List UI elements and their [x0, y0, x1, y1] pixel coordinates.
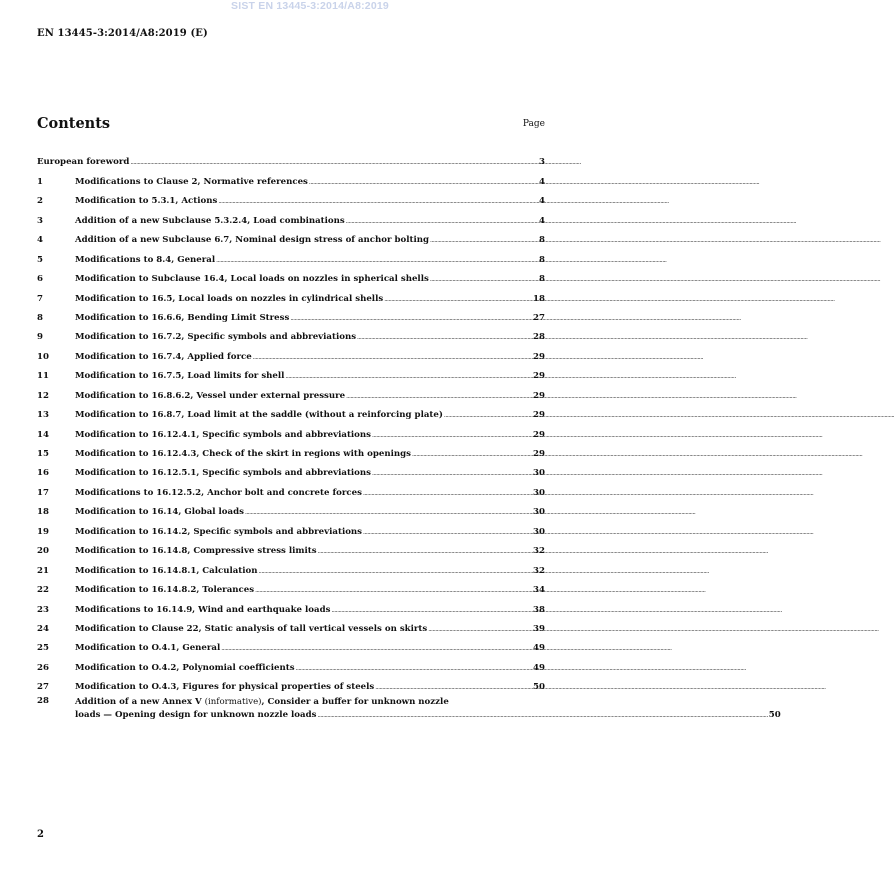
- toc-entry-number: 12: [37, 390, 49, 401]
- toc-entry-page: 49: [533, 662, 545, 673]
- toc-entry-page: 32: [533, 546, 545, 557]
- toc-entry-title: Modification to 16.12.5.1, Specific symbols and abbreviations: [75, 468, 371, 479]
- leader-dots: [346, 218, 538, 226]
- toc-entry-title: Addition of a new Subclause 6.7, Nominal design stress of anchor bolting: [75, 235, 430, 246]
- toc-entry-number: 9: [37, 332, 43, 343]
- toc-entry-19[interactable]: [37, 517, 545, 536]
- toc-entry-page: 27: [533, 312, 545, 323]
- toc-entry-17[interactable]: [37, 478, 545, 497]
- toc-entry-page: 4: [539, 196, 545, 207]
- toc-entry-number: 22: [37, 585, 49, 596]
- toc-entry-number: 25: [37, 643, 49, 654]
- toc-entry-title: Modification to 16.14.8.1, Calculation: [75, 565, 258, 576]
- leader-dots: [318, 548, 532, 556]
- toc-entry-13[interactable]: [37, 401, 545, 420]
- leader-dots: [290, 315, 532, 323]
- toc-entry-page: 49: [533, 643, 545, 654]
- leader-dots: [255, 587, 532, 595]
- toc-entry-27[interactable]: [37, 673, 545, 692]
- leader-dots: [430, 237, 538, 245]
- toc-entry-21[interactable]: [37, 556, 545, 575]
- toc-entry-7[interactable]: [37, 284, 545, 303]
- toc-entry-title-part: Addition of a new Annex V: [75, 697, 205, 708]
- watermark: SIST EN 13445-3:2014/A8:2019: [231, 0, 389, 12]
- toc-entry-8[interactable]: [37, 304, 545, 323]
- toc-entry-page: 8: [539, 274, 545, 285]
- toc-entry-24[interactable]: [37, 615, 545, 634]
- page-number: 2: [37, 829, 44, 840]
- leader-dots: [216, 257, 538, 265]
- toc-entry-23[interactable]: [37, 595, 545, 614]
- leader-dots: [384, 296, 532, 304]
- toc-entry-number: 5: [37, 254, 43, 265]
- toc-entry-title: Modification to 16.14.8.2, Tolerances: [75, 585, 255, 596]
- toc-entry-title: Modification to 16.14.2, Specific symbols and abbreviations: [75, 526, 363, 537]
- toc-entry-title: Modification to O.4.3, Figures for physical properties of steels: [75, 682, 375, 693]
- toc-entry-number: 3: [37, 215, 43, 226]
- toc-entry-number: 26: [37, 662, 49, 673]
- toc-entry-title: Modifications to 16.12.5.2, Anchor bolt and concrete forces: [75, 487, 362, 498]
- leader-dots: [372, 470, 532, 478]
- toc-entry-title: Modification to 16.12.4.1, Specific symbols and abbreviations: [75, 429, 371, 440]
- contents-title: Contents: [37, 115, 111, 132]
- toc-entry-title: Modification to 16.14.8, Compressive stress limits: [75, 546, 317, 557]
- toc-entry-title: Modification to 16.7.4, Applied force: [75, 351, 252, 362]
- toc-entry-14[interactable]: [37, 420, 545, 439]
- toc-entry-9[interactable]: [37, 323, 545, 342]
- toc-entry-10[interactable]: [37, 342, 545, 361]
- toc-entry-title: Addition of a new Subclause 5.3.2.4, Load combinations: [75, 215, 345, 226]
- toc-entry-title: Modification to 16.12.4.3, Check of the skirt in regions with openings: [75, 449, 411, 459]
- toc-entry-title: Modifications to 8.4, General: [75, 254, 216, 265]
- leader-dots: [444, 412, 532, 420]
- toc-entry-title: Modification to Subclause 16.4, Local loads on nozzles in spherical shells: [75, 274, 429, 285]
- leader-dots: [245, 509, 532, 517]
- toc-entry-page: 30: [533, 487, 545, 498]
- leader-dots: [130, 159, 538, 167]
- toc-entry-title: Modification to 16.14, Global loads: [75, 507, 244, 518]
- toc-entry-number: 16: [37, 468, 49, 479]
- leader-dots: [317, 712, 767, 720]
- toc-entry-page: 50: [533, 682, 545, 693]
- toc-entry-22[interactable]: [37, 576, 545, 595]
- toc-entry-1[interactable]: [37, 167, 545, 186]
- toc-entry-2[interactable]: [37, 187, 545, 206]
- toc-entry-title: Modification to 16.8.6.2, Vessel under external pressure: [75, 390, 346, 401]
- toc-entry-title: Modification to Clause 22, Static analysis of tall vertical vessels on skirts: [75, 623, 428, 634]
- toc-entry-16[interactable]: [37, 459, 545, 478]
- toc-entry-page: 29: [533, 429, 545, 440]
- toc-entry-page: 30: [533, 507, 545, 518]
- toc-entry-25[interactable]: [37, 634, 545, 653]
- toc-entry-page: 4: [539, 215, 545, 226]
- toc-entry-title: Modification to O.4.1, General: [75, 643, 221, 654]
- toc-entry-number: 19: [37, 526, 49, 537]
- toc-entry-title: Modification to 16.7.5, Load limits for shell: [75, 371, 285, 382]
- toc-entry-number: 24: [37, 623, 49, 634]
- toc-entry-title: Modification to 16.5, Local loads on nozzles in cylindrical shells: [75, 293, 384, 304]
- toc-entry-title: Modification to 16.8.7, Load limit at the saddle (without a reinforcing plate): [75, 410, 443, 421]
- leader-dots: [412, 451, 532, 459]
- toc-entry-page: 8: [539, 235, 545, 246]
- leader-dots: [430, 276, 538, 284]
- leader-dots: [428, 626, 532, 634]
- leader-dots: [221, 645, 532, 653]
- toc-entry-title: Modification to 16.6.6, Bending Limit Stress: [75, 312, 290, 323]
- toc-entry-title: Modifications to 16.14.9, Wind and earthquake loads: [75, 604, 331, 615]
- toc-entry-11[interactable]: [37, 362, 545, 381]
- toc-entry-page: 29: [533, 390, 545, 401]
- toc-entry-page: 18: [533, 293, 545, 304]
- document-id: EN 13445-3:2014/A8:2019 (E): [37, 28, 208, 39]
- leader-dots: [296, 665, 533, 673]
- toc-entry-18[interactable]: [37, 498, 545, 517]
- toc-entry-title-part: , Consider a buffer for unknown nozzle: [261, 697, 449, 708]
- leader-dots: [346, 393, 532, 401]
- toc-entry-4[interactable]: [37, 226, 545, 245]
- toc-entry-number: 15: [37, 449, 49, 459]
- toc-entry-page: 38: [533, 604, 545, 615]
- toc-entry-number: 13: [37, 410, 49, 421]
- toc-entry-page: 3: [539, 157, 545, 168]
- table-of-contents: [37, 148, 781, 721]
- toc-entry-number: 1: [37, 176, 43, 187]
- toc-entry-title-part: loads — Opening design for unknown nozzle loads: [75, 710, 317, 721]
- toc-entry-title: Modification to 16.7.2, Specific symbols and abbreviations: [75, 332, 357, 343]
- toc-entry-page: 4: [539, 176, 545, 187]
- toc-entry-page: 28: [533, 332, 545, 343]
- toc-entry-12[interactable]: [37, 381, 545, 400]
- leader-dots: [372, 432, 532, 440]
- toc-entry-foreword[interactable]: [37, 148, 545, 167]
- toc-entry-page: 50: [768, 710, 781, 721]
- toc-entry-number: 28: [37, 696, 49, 707]
- toc-entry-number: 6: [37, 274, 43, 285]
- toc-entry-page: 34: [533, 585, 545, 596]
- toc-entry-number: 20: [37, 546, 49, 557]
- leader-dots: [357, 334, 532, 342]
- toc-entry-number: 17: [37, 487, 49, 498]
- page-column-label: Page: [522, 119, 545, 129]
- toc-entry-number: 11: [37, 371, 49, 382]
- toc-entry-3[interactable]: [37, 206, 545, 225]
- toc-entry-5[interactable]: [37, 245, 545, 264]
- toc-entry-title: European foreword: [37, 157, 130, 168]
- toc-entry-15[interactable]: [37, 440, 545, 459]
- toc-entry-number: 4: [37, 235, 43, 246]
- toc-entry-title: Modification to O.4.2, Polynomial coefficients: [75, 662, 295, 673]
- leader-dots: [363, 490, 532, 498]
- toc-entry-number: 10: [37, 351, 49, 362]
- toc-entry-number: 23: [37, 604, 49, 615]
- toc-entry-28[interactable]: [37, 694, 781, 721]
- toc-entry-number: 27: [37, 682, 49, 693]
- toc-entry-number: 14: [37, 429, 49, 440]
- toc-entry-page: 30: [533, 468, 545, 479]
- toc-entry-number: 2: [37, 196, 43, 207]
- toc-entry-page: 29: [533, 410, 545, 421]
- toc-entry-page: 8: [539, 254, 545, 265]
- toc-entry-6[interactable]: [37, 265, 545, 284]
- toc-entry-number: 21: [37, 565, 49, 576]
- toc-entry-number: 7: [37, 293, 43, 304]
- leader-dots: [218, 198, 538, 206]
- leader-dots: [285, 373, 532, 381]
- toc-entry-page: 30: [533, 526, 545, 537]
- leader-dots: [375, 684, 532, 692]
- toc-entry-title: Modification to 5.3.1, Actions: [75, 196, 218, 207]
- toc-entry-page: 32: [533, 565, 545, 576]
- leader-dots: [253, 354, 532, 362]
- toc-entry-page: 29: [533, 371, 545, 382]
- leader-dots: [363, 529, 532, 537]
- toc-entry-page: 29: [533, 449, 545, 459]
- leader-dots: [331, 607, 532, 615]
- toc-entry-page: 39: [533, 623, 545, 634]
- toc-entry-number: 18: [37, 507, 49, 518]
- toc-entry-20[interactable]: [37, 537, 545, 556]
- toc-entry-number: 8: [37, 312, 43, 323]
- leader-dots: [309, 179, 538, 187]
- toc-entry-title: Modifications to Clause 2, Normative references: [75, 176, 308, 187]
- leader-dots: [259, 568, 533, 576]
- toc-entry-26[interactable]: [37, 653, 545, 672]
- toc-entry-page: 29: [533, 351, 545, 362]
- informative-tag: (informative): [204, 697, 262, 708]
